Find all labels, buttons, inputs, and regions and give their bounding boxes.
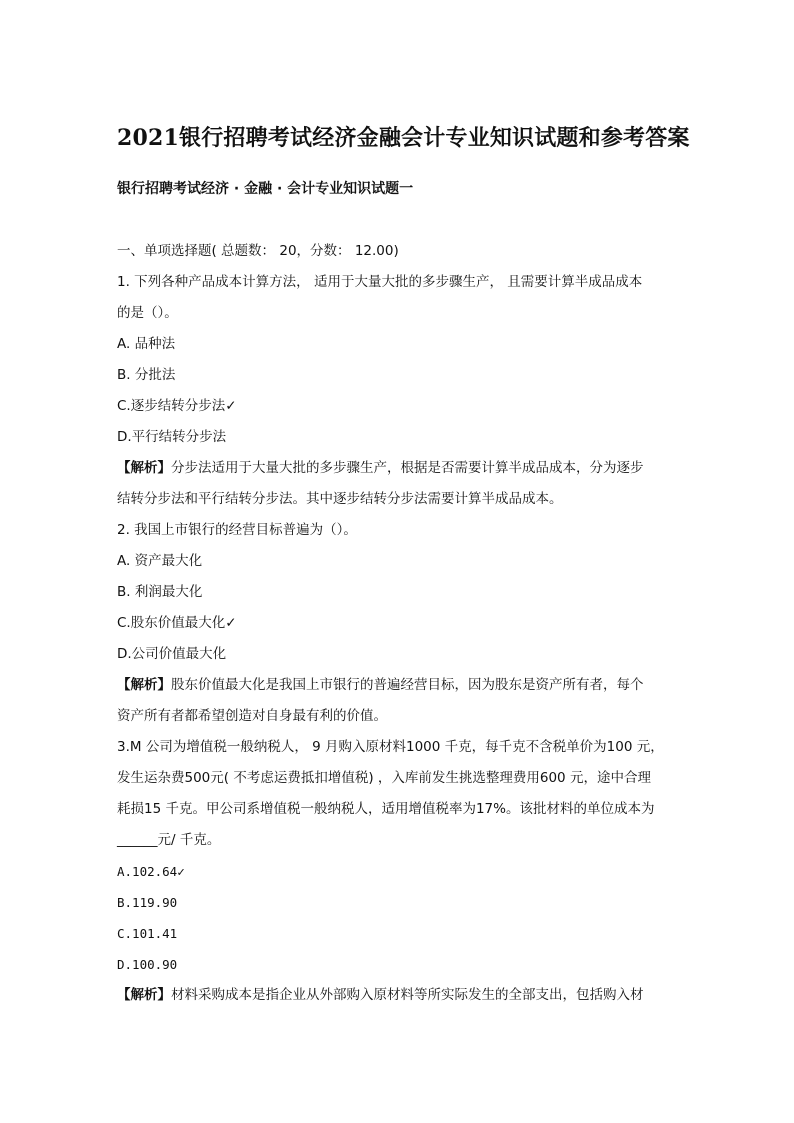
- q2-analysis-line1: [117, 670, 687, 701]
- q2-option-c: C.股东价值最大化✓: [117, 615, 237, 631]
- q3-analysis-text1: 材料采购成本是指企业从外部购入原材料等所实际发生的全部支出，包括购入材: [171, 987, 644, 1003]
- q3-analysis-label: 【解析】: [117, 987, 171, 1003]
- q3-stem-line3: 耗损15 千克。甲公司系增值税一般纳税人，适用增值税率为17%。该批材料的单位成本为: [117, 801, 655, 817]
- q2-option-d: D.公司价值最大化: [117, 646, 227, 662]
- q1-stem-line1: 1. 下列各种产品成本计算方法， 适用于大量大批的多步骤生产， 且需要计算半成品成本: [117, 274, 643, 290]
- document-body: [117, 236, 687, 1011]
- q3-stem-line2: 发生运杂费500元( 不考虑运费抵扣增值税) ，入库前发生挑选整理费用600 元，途中合理: [117, 770, 651, 786]
- q1-option-d: D.平行结转分步法: [117, 429, 227, 445]
- q2-analysis-label: 【解析】: [117, 677, 171, 693]
- q1-stem-line2: 的是（）。: [117, 305, 178, 321]
- document-title: 2021银行招聘考试经济金融会计专业知识试题和参考答案: [117, 125, 690, 151]
- q1-option-a: A. 品种法: [117, 336, 176, 352]
- q1-analysis-line1: [117, 453, 687, 484]
- q3-stem-line4: ______元/ 千克。: [117, 832, 221, 848]
- q1-option-b: B. 分批法: [117, 367, 176, 383]
- q3-option-a: A.102.64✓: [117, 864, 185, 879]
- q2-stem: 2. 我国上市银行的经营目标普遍为（）。: [117, 522, 357, 538]
- q2-option-a: A. 资产最大化: [117, 553, 203, 569]
- q2-option-b: B. 利润最大化: [117, 584, 203, 600]
- q3-analysis-line1: [117, 980, 687, 1011]
- q3-option-c: C.101.41: [117, 926, 178, 941]
- q3-stem-line1: 3.M 公司为增值税一般纳税人， 9 月购入原材料1000 千克，每千克不含税单价为100 元，: [117, 739, 664, 755]
- q3-option-b: B.119.90: [117, 895, 178, 910]
- q1-option-c: C.逐步结转分步法✓: [117, 398, 237, 414]
- q3-option-d: D.100.90: [117, 957, 178, 972]
- q1-analysis-line2: 结转分步法和平行结转分步法。其中逐步结转分步法需要计算半成品成本。: [117, 491, 563, 507]
- q1-analysis-label: 【解析】: [117, 460, 171, 476]
- document-subtitle: 银行招聘考试经济 · 金融 · 会计专业知识试题一: [117, 181, 414, 197]
- section-header: 一、单项选择题( 总题数： 20，分数： 12.00): [117, 243, 399, 259]
- q1-analysis-text1: 分步法适用于大量大批的多步骤生产，根据是否需要计算半成品成本，分为逐步: [171, 460, 644, 476]
- q2-analysis-line2: 资产所有者都希望创造对自身最有利的价值。: [117, 708, 387, 724]
- q2-analysis-text1: 股东价值最大化是我国上市银行的普遍经营目标，因为股东是资产所有者，每个: [171, 677, 644, 693]
